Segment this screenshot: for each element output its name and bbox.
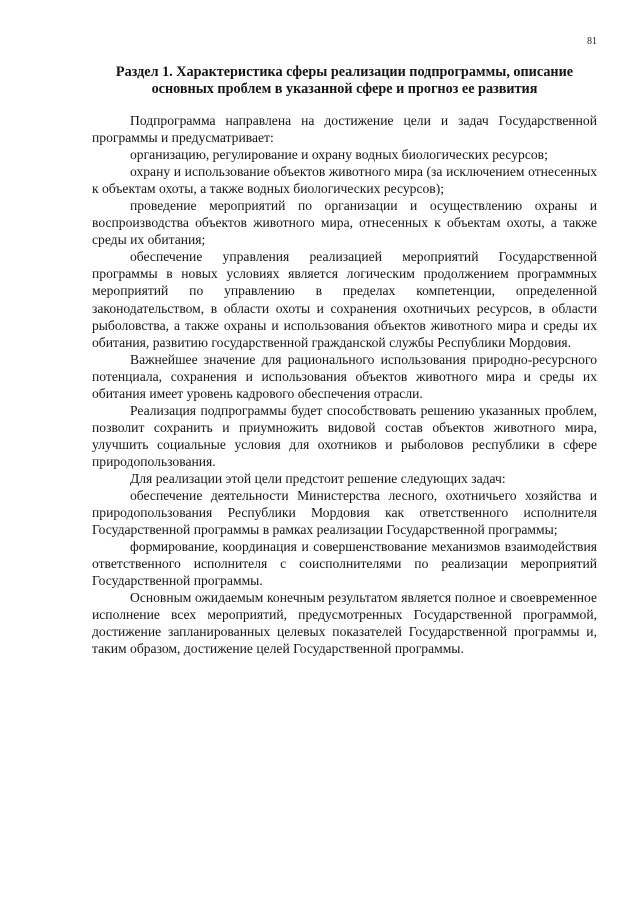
section-heading: Раздел 1. Характеристика сферы реализации подпрограммы, описание основных проблем в указанной сфере и прогноз ее развития <box>115 64 574 97</box>
paragraph-intro: Подпрограмма направлена на достижение цели и задач Государственной программы и предусматривает: <box>92 113 597 146</box>
page-number: 81 <box>587 36 597 47</box>
paragraph-list-item: охрану и использование объектов животного мира (за исключением отнесенных к объектам охоты, а также водных биологических ресурсов); <box>92 164 597 197</box>
paragraph-list-item: обеспечение управления реализацией мероприятий Государственной программы в новых условиях является логическим продолжением программных мероприятий по управлению в пределах компетенции, определенной законодательством, в области охоты и сохранения охотничьих ресурсов, в области рыболовства, а также охраны и использования объектов животного мира и среды их обитания, развитию государственной гражданской службы Республики Мордовия. <box>92 249 597 350</box>
paragraph-list-item: обеспечение деятельности Министерства лесного, охотничьего хозяйства и природопользования Республики Мордовия как ответственного исполнителя Государственной программы в рамках реализации Государственной программы; <box>92 488 597 538</box>
paragraph-tasks-intro: Для реализации этой цели предстоит решение следующих задач: <box>130 470 506 486</box>
paragraph: Реализация подпрограммы будет способствовать решению указанных проблем, позволит сохранить и приумножить видовой состав объектов животного мира, улучшить социальные условия для охотников и рыболовов республики в сфере природопользования. <box>92 402 597 469</box>
paragraph: Важнейшее значение для рационального использования природно-ресурсного потенциала, сохранения и использования объектов животного мира и среды их обитания имеет уровень кадрового обеспечения отрасли. <box>92 351 597 401</box>
paragraph-list-item: формирование, координация и совершенствование механизмов взаимодействия ответственного исполнителя с соисполнителями по реализации мероприятий Государственной программы. <box>92 539 597 589</box>
paragraph-list-item: организацию, регулирование и охрану водных биологических ресурсов; <box>130 147 548 163</box>
paragraph-list-item: проведение мероприятий по организации и осуществлению охраны и воспроизводства объектов животного мира, отнесенных к объектам охоты, а также среды их обитания; <box>92 198 597 248</box>
body-text <box>92 112 597 658</box>
paragraph-conclusion: Основным ожидаемым конечным результатом является полное и своевременное исполнение всех мероприятий, предусмотренных Государственной программой, достижение запланированных целевых показателей Государственной программы и, таким образом, достижение целей Государственной программы. <box>92 590 597 657</box>
